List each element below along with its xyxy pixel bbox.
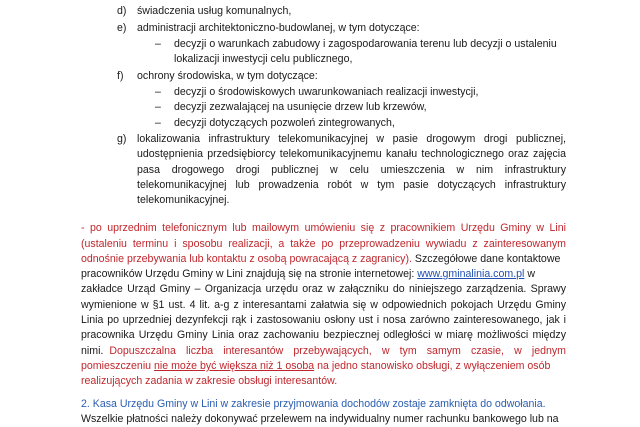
- para1-line-10-underlined: nie może być większa niż 1 osoba: [154, 360, 315, 372]
- list-item-g-line-1: lokalizowania infrastruktury telekomunikacyjnej w pasie drogowym drogi publicznej,: [137, 133, 566, 145]
- list-marker-f: f): [117, 70, 124, 82]
- dash-bullet: –: [155, 38, 161, 50]
- para1-line-9: [81, 344, 566, 359]
- para1-line-10-end: na jedno stanowisko obsługi, z wyłączeniem osób: [317, 360, 551, 372]
- list-item-e: administracji architektoniczno-budowlanej, w tym dotyczące:: [137, 22, 420, 34]
- dash-bullet: –: [155, 101, 161, 113]
- list-item-g-line-5: telekomunikacyjnej.: [137, 194, 230, 206]
- list-item-f-sub-2: decyzji zezwalającej na usunięcie drzew lub krzewów,: [174, 101, 427, 113]
- para1-line-2: (ustaleniu terminu i sposobu realizacji, a także po przeprowadzeniu wywiadu z zainteresowanym: [81, 238, 566, 250]
- list-item-e-sub-1: decyzji o warunkach zabudowy i zagospodarowania terenu lub decyzji o ustaleniu: [174, 38, 557, 50]
- para1-line-7: Linia po uprzedniej dezynfekcji rąk i zastosowaniu osłony ust i nosa zarówno zainteresowanego, jak i: [81, 314, 566, 326]
- para1-line-9-red: Dopuszczalna liczba interesantów przebywających, w tym samym czasie, w jednym: [109, 345, 566, 357]
- list-item-d: świadczenia usług komunalnych,: [137, 5, 292, 17]
- list-item-f: ochrony środowiska, w tym dotyczące:: [137, 70, 318, 82]
- para1-line-10-red: pomieszczeniu: [81, 360, 152, 372]
- para2-line-2: Wszelkie płatności należy dokonywać przelewem na indywidualny numer rachunku bankowego lub na: [81, 413, 559, 425]
- para1-line-3-red: odnośnie przebywania lub kontaktu z osobą powracającą z zagranicy).: [81, 253, 412, 265]
- list-marker-e: e): [117, 22, 127, 34]
- list-item-g-line-2: udostępnienia przedsiębiorcy telekomunikacyjnemu kanału technologicznego oraz zajęcia: [137, 148, 566, 160]
- para1-line-3-text: Szczegółowe dane kontaktowe: [414, 253, 561, 265]
- list-item-f-sub-1: decyzji o środowiskowych uwarunkowaniach realizacji inwestycji,: [174, 86, 479, 98]
- para2-line-1: 2. Kasa Urzędu Gminy w Lini w zakresie przyjmowania dochodów zostaje zamknięta do odwołania.: [81, 398, 546, 410]
- para1-line-4-end: w: [527, 268, 535, 280]
- website-link[interactable]: www.gminalinia.com.pl: [417, 268, 525, 280]
- list-item-e-sub-1-cont: lokalizacji inwestycji celu publicznego,: [174, 53, 353, 65]
- dash-bullet: –: [155, 86, 161, 98]
- para1-line-3: [81, 252, 560, 267]
- list-item-g-line-3: pasa drogowego drogi publicznej w celu umieszczenia w nim infrastruktury: [137, 164, 566, 176]
- para1-line-4: [81, 267, 566, 282]
- para1-line-6: wymienione w §1 ust. 4 lit. a-g z interesantami załatwia się w odpowiednich pokojach Urzędu Gminy: [81, 299, 566, 311]
- para1-line-5: zakładce Urząd Gminy – Organizacja urzędu oraz w załączniku do niniejszego zarządzenia. Sprawy: [81, 283, 566, 295]
- list-item-g-line-4: telekomunikacyjnej lub prowadzenia robót w tym pasie dotyczących infrastruktury: [137, 179, 566, 191]
- para1-line-4-text: pracowników Urzędu Gminy w Lini znajdują się na stronie internetowej:: [81, 268, 415, 280]
- list-item-f-sub-3: decyzji dotyczących pozwoleń zintegrowanych,: [174, 117, 395, 129]
- para1-line-8: pracownika Urzędu Gminy Linia oraz zachowaniu bezpiecznej odległości w miarę możliwości między: [81, 329, 566, 341]
- list-marker-d: d): [117, 5, 127, 17]
- para1-line-10: [81, 359, 566, 374]
- para1-line-1: - po uprzednim telefonicznym lub mailowym umówieniu się z pracownikiem Urzędu Gminy w Lini: [81, 222, 566, 234]
- list-marker-g: g): [117, 133, 127, 145]
- dash-bullet: –: [155, 117, 161, 129]
- para1-line-9-text: nimi.: [81, 345, 104, 357]
- para1-line-11: realizujących zadania w zakresie obsługi interesantów.: [81, 375, 338, 387]
